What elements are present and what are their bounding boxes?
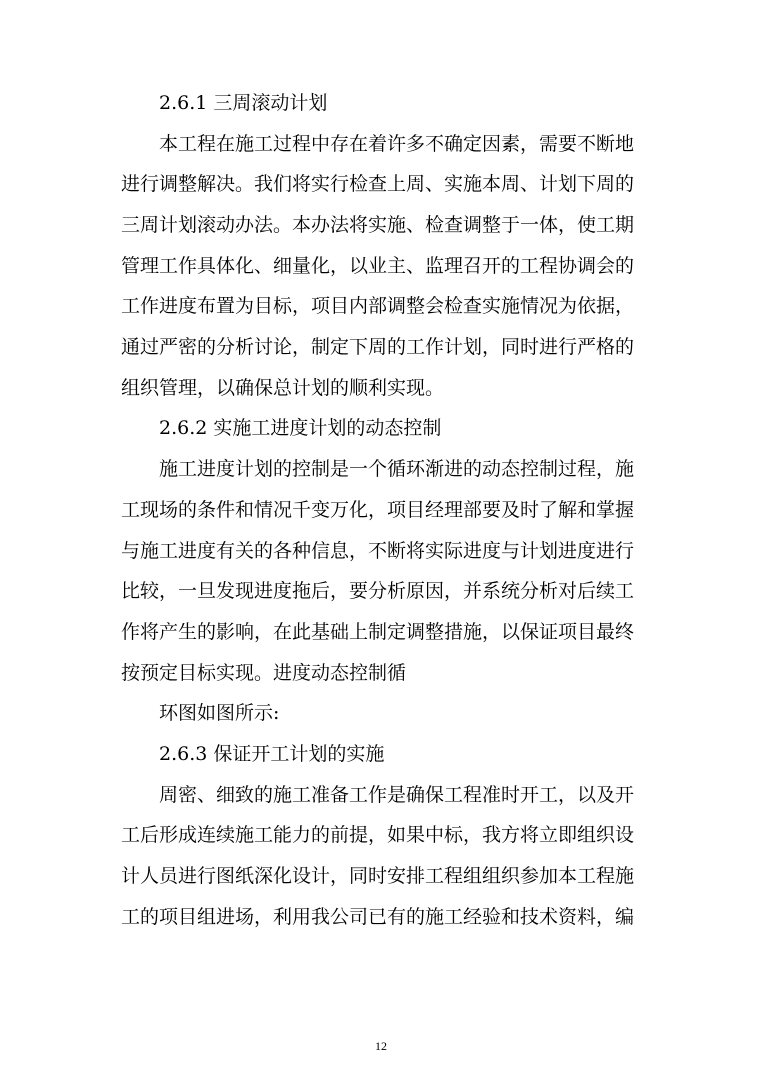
paragraph-line: 通过严密的分析讨论，制定下周的工作计划，同时进行严格的: [121, 336, 635, 359]
paragraph-line: 周密、细致的施工准备工作是确保工程准时开工，以及开: [159, 783, 635, 806]
paragraph-line: 管理工作具体化、细量化，以业主、监理召开的工程协调会的: [121, 254, 635, 277]
paragraph-line: 本工程在施工过程中存在着许多不确定因素，需要不断地: [159, 132, 635, 155]
paragraph-line: 工的项目组进场，利用我公司已有的施工经验和技术资料，编: [121, 905, 635, 928]
paragraph-line: 三周计划滚动办法。本办法将实施、检查调整于一体，使工期: [121, 214, 635, 236]
paragraph-line: 工现场的条件和情况千变万化，项目经理部要及时了解和掌握: [121, 498, 635, 521]
paragraph-line: 组织管理，以确保总计划的顺利实现。: [121, 376, 445, 399]
paragraph-line: 比较，一旦发现进度拖后，要分析原因，并系统分析对后续工: [121, 580, 635, 603]
paragraph-line: 计人员进行图纸深化设计，同时安排工程组组织参加本工程施: [121, 864, 635, 887]
page-number: 12: [375, 1039, 387, 1053]
paragraph-line: 环图如图所示:: [159, 702, 280, 725]
paragraph-line: 工作进度布置为目标，项目内部调整会检查实施情况为依据，: [121, 295, 635, 318]
paragraph-line: 作将产生的影响，在此基础上制定调整措施，以保证项目最终: [121, 620, 635, 643]
paragraph-line: 按预定目标实现。进度动态控制循: [121, 661, 407, 684]
section-heading: 2.6.3 保证开工计划的实施: [159, 742, 385, 765]
section-heading: 2.6.2 实施工进度计划的动态控制: [159, 417, 442, 440]
paragraph-line: 与施工进度有关的各种信息，不断将实际进度与计划进度进行: [121, 539, 635, 562]
paragraph-line: 进行调整解决。我们将实行检查上周、实施本周、计划下周的: [121, 173, 635, 196]
section-heading: 2.6.1 三周滚动计划: [159, 92, 328, 114]
paragraph-line: 施工进度计划的控制是一个循环渐进的动态控制过程，施: [159, 458, 635, 481]
paragraph-line: 工后形成连续施工能力的前提，如果中标，我方将立即组织设: [121, 824, 635, 847]
